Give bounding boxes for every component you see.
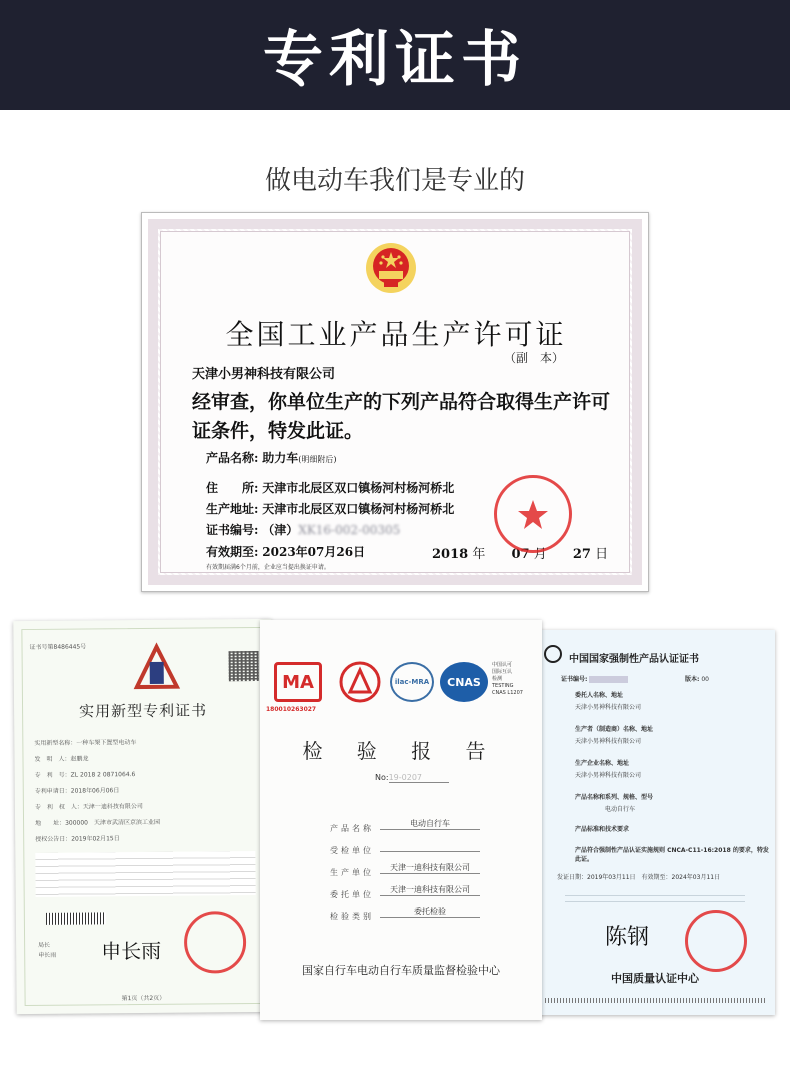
ccc-signature: 陈钢 bbox=[605, 925, 650, 950]
ccc-line: 电动自行车 bbox=[605, 806, 636, 813]
patent-certificate bbox=[13, 619, 274, 1014]
ccc-line: 产品名称和系列、规格、型号 bbox=[575, 794, 654, 801]
ccc-line: 版本: 00 bbox=[685, 676, 709, 683]
report-title: 检 验 报 告 bbox=[302, 739, 500, 763]
cnas-note: 中国认可 国际互认 检测 TESTING CNAS L1207 bbox=[492, 662, 523, 696]
ccc-logo-icon bbox=[543, 644, 563, 664]
patent-line: 授权公告日：2019年02月15日 bbox=[35, 835, 120, 843]
patent-line: 专利申请日：2018年06月06日 bbox=[34, 787, 120, 795]
official-seal-icon bbox=[494, 475, 572, 553]
address-row: 住 所: 天津市北辰区双口镇杨河村杨河桥北 bbox=[206, 481, 455, 495]
report-field-label: 产品名称 bbox=[330, 824, 374, 833]
ccc-line: 天津小男神科技有限公司 bbox=[575, 704, 642, 711]
title-banner bbox=[0, 0, 790, 110]
report-field-value: 天津一迪科技有限公司 bbox=[380, 862, 480, 874]
ccc-line: 委托人名称、地址 bbox=[575, 692, 624, 699]
patent-line: 发 明 人：赵鹏龙 bbox=[34, 755, 89, 763]
report-field-value: 天津一迪科技有限公司 bbox=[380, 884, 480, 896]
ccc-line: 发证日期：2019年03月11日 有效期至：2024年03月11日 bbox=[557, 874, 721, 881]
report-field-value: 委托检验 bbox=[380, 906, 480, 918]
patent-footer: 第1页（共2页） bbox=[121, 994, 166, 1003]
report-field-value: 电动自行车 bbox=[380, 818, 480, 830]
patent-body-text bbox=[35, 851, 255, 897]
product-row: 产品名称: 助力车(明细附后) bbox=[206, 451, 337, 465]
ccc-certificate bbox=[535, 630, 775, 1015]
certificate-number-row: 证书编号: （津）XK16-002-00305 bbox=[206, 523, 401, 537]
ilac-mra-logo-icon: ilac-MRA bbox=[390, 662, 434, 702]
patent-line: 实用新型名称：一种车架下置型电动车 bbox=[34, 739, 137, 747]
issue-date: 2018 年 07 月 27 日 bbox=[432, 547, 609, 562]
ccc-line: 天津小男神科技有限公司 bbox=[575, 772, 642, 779]
valid-until-row: 有效期至: 2023年07月26日 bbox=[206, 545, 366, 559]
patent-cert-number: 证书号第8486445号 bbox=[29, 643, 87, 651]
cal-logo-icon bbox=[338, 660, 382, 704]
barcode-icon bbox=[46, 912, 106, 925]
ccc-line: 天津小男神科技有限公司 bbox=[575, 738, 642, 745]
report-field-label: 委托单位 bbox=[330, 890, 374, 899]
production-license-certificate bbox=[141, 212, 649, 592]
patent-line: 专 利 权 人：天津一迪科技有限公司 bbox=[34, 803, 143, 811]
report-footer: 国家自行车电动自行车质量监督检验中心 bbox=[302, 964, 500, 977]
director-signature: 申长雨 bbox=[101, 938, 162, 964]
report-number: No:19-0207 bbox=[375, 773, 449, 783]
cnas-logo-icon: CNAS bbox=[440, 662, 488, 702]
ccc-line: 产品符合强制性产品认证实施规则 CNCA-C11-16:2018 的要求，特发此证。 bbox=[575, 847, 769, 863]
ccc-title: 中国国家强制性产品认证证书 bbox=[569, 654, 699, 665]
production-address-row: 生产地址: 天津市北辰区双口镇杨河村杨河桥北 bbox=[206, 502, 455, 516]
test-report bbox=[260, 620, 542, 1020]
patent-seal-icon bbox=[184, 911, 247, 974]
cma-number: 180010263027 bbox=[266, 706, 317, 713]
director-name: 申长雨 bbox=[38, 951, 57, 959]
ccc-line: 生产者（制造商）名称、地址 bbox=[575, 726, 654, 733]
page-title: 专利证书 bbox=[263, 25, 527, 95]
patent-office-logo-icon bbox=[131, 642, 181, 692]
director-label: 局长 bbox=[38, 941, 51, 949]
certificate-statement: 经审查，你单位生产的下列产品符合取得生产许可证条件，特发此证。 bbox=[192, 391, 611, 442]
patent-title: 实用新型专利证书 bbox=[78, 701, 208, 721]
cma-logo-icon: MA bbox=[274, 662, 322, 702]
patent-line: 地 址：300000 天津市武清区京滨工业园 bbox=[35, 818, 160, 827]
company-name: 天津小男神科技有限公司 bbox=[192, 367, 336, 382]
ccc-footer-line bbox=[545, 998, 765, 1003]
copy-label: （副 本） bbox=[504, 351, 565, 365]
report-field-label: 检验类别 bbox=[330, 912, 374, 921]
ccc-seal-icon bbox=[685, 910, 747, 972]
certificate-note: 有效期届满6个月前，企业应当提出换证申请。 bbox=[206, 564, 330, 571]
ccc-fineprint bbox=[565, 890, 745, 904]
patent-line: 专 利 号：ZL 2018 2 0871064.6 bbox=[34, 771, 136, 779]
certificate-title: 全国工业产品生产许可证 bbox=[225, 318, 567, 351]
report-field-value bbox=[380, 840, 480, 852]
national-emblem-icon bbox=[364, 241, 418, 295]
report-field-label: 生产单位 bbox=[330, 868, 374, 877]
ccc-line: 产品标准和技术要求 bbox=[575, 826, 630, 833]
subtitle: 做电动车我们是专业的 bbox=[264, 166, 525, 196]
ccc-footer: 中国质量认证中心 bbox=[611, 972, 699, 985]
qr-code-icon bbox=[229, 651, 259, 681]
ccc-line: 证书编号: 2019011111 bbox=[561, 676, 628, 683]
report-field-label: 受检单位 bbox=[330, 846, 374, 855]
ccc-line: 生产企业名称、地址 bbox=[575, 760, 630, 767]
